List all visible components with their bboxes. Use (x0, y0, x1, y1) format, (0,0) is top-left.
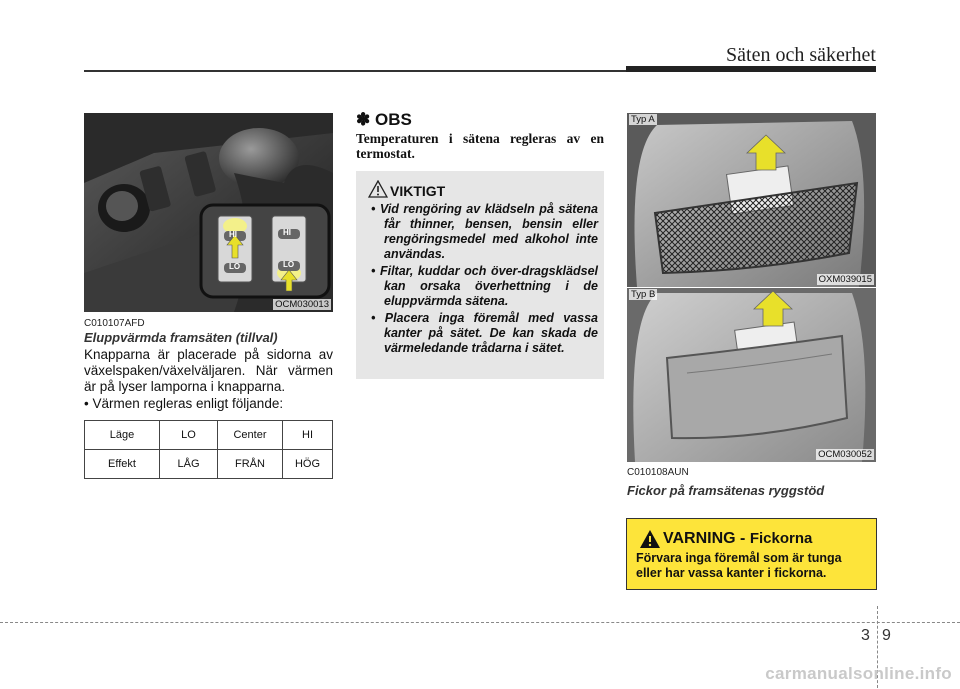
table-cell: HÖG (283, 450, 333, 479)
photo-lo-label-right: LO (283, 260, 295, 269)
obs-text: Temperaturen i sätena regleras av en termostat. (356, 131, 604, 161)
viktigt-box (356, 171, 604, 379)
viktigt-list (364, 202, 598, 358)
header-bar (626, 66, 876, 72)
table-cell: Effekt (85, 450, 160, 479)
seat-pocket-photo-a (627, 113, 876, 287)
photo-a-type-label: Typ A (631, 114, 655, 125)
page-number-page: 9 (882, 627, 891, 644)
photo-hi-label: HI (229, 230, 237, 239)
section-paragraph: Knapparna är placerade på sidorna av växelspaken/växelväljaren. När värmen är på lyser lamporna i knapparna. (84, 347, 333, 394)
page-header-title: Säten och säkerhet (726, 44, 876, 66)
warning-title-main: VARNING - (663, 530, 750, 547)
page-number-chapter: 3 (861, 627, 870, 644)
list-item: • Placera inga föremål med vassa kanter på sätet. De kan skada de värmeledande trådarna i sätet. (371, 311, 598, 355)
right-section-code: C010108AUN (627, 467, 689, 478)
seat-pocket-photo-b (627, 288, 876, 462)
bullet-text: • Värmen regleras enligt följande: (84, 396, 284, 411)
warning-icon (639, 529, 661, 549)
table-cell: Läge (85, 421, 160, 450)
photo-hi-label-right: HI (283, 228, 291, 237)
photo-lo-label: LO (229, 262, 241, 271)
photo-b-type-label: Typ B (631, 289, 656, 300)
table-cell: LO (160, 421, 218, 450)
viktigt-title: VIKTIGT (390, 183, 446, 199)
right-section-subheading: Fickor på framsätenas ryggstöd (627, 483, 825, 498)
obs-title: ✽ OBS (356, 110, 412, 129)
watermark: carmanualsonline.info (765, 664, 952, 683)
table-cell: HI (283, 421, 333, 450)
table-row (85, 421, 333, 450)
header-rule (84, 70, 626, 72)
warning-box (626, 518, 877, 590)
warning-title-suffix: Fickorna (749, 530, 813, 547)
photo-a-code: OXM039015 (818, 274, 872, 285)
warning-title (663, 530, 812, 548)
list-item: • Vid rengöring av klädseln på sätena får thinner, bensen, bensin eller rengöringsmedel med alkohol inte användas. (371, 202, 598, 261)
heated-seat-switch-photo (84, 113, 333, 312)
warning-text: Förvara inga föremål som är tunga eller har vassa kanter i fickorna. (636, 551, 842, 580)
caution-icon (368, 180, 388, 198)
photo-code: OCM030013 (275, 299, 329, 310)
table-row (85, 450, 333, 479)
footer-divider (0, 622, 960, 623)
section-subheading: Eluppvärmda framsäten (tillval) (84, 330, 278, 345)
heat-level-table (84, 420, 333, 479)
table-cell: FRÅN (218, 450, 283, 479)
list-item: • Filtar, kuddar och över-dragsklädsel kan orsaka överhettning i de eluppvärmda sätena. (371, 264, 598, 308)
photo-b-code: OCM030052 (818, 449, 872, 460)
table-cell: Center (218, 421, 283, 450)
section-code: C010107AFD (84, 318, 145, 329)
table-cell: LÅG (160, 450, 218, 479)
